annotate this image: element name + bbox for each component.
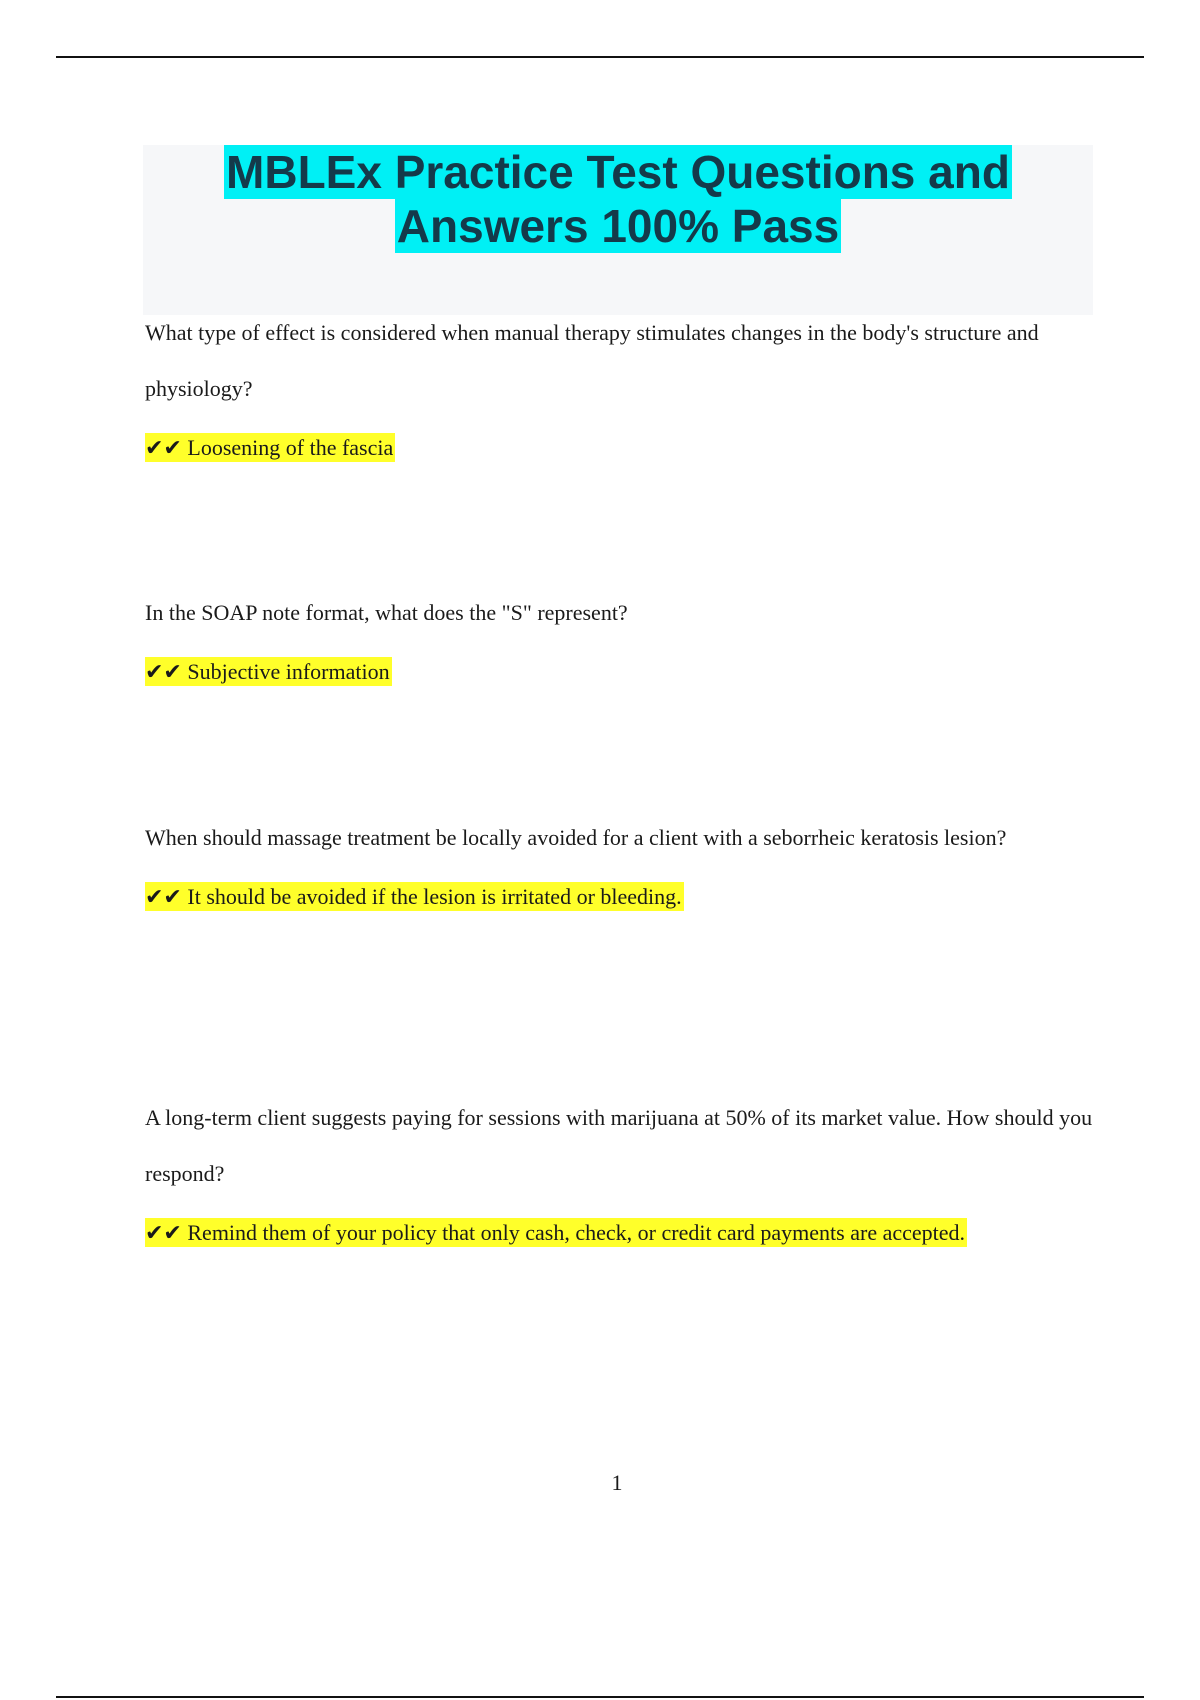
answer-text: It should be avoided if the lesion is irritated or bleeding. <box>187 884 682 909</box>
document-title-line-2: Answers 100% Pass <box>396 200 840 252</box>
answer-highlight <box>145 657 392 686</box>
double-check-icon: ✔✔ <box>145 1221 182 1246</box>
answer-text: Remind them of your policy that only cash, check, or credit card payments are accepted. <box>187 1220 966 1245</box>
double-check-icon: ✔✔ <box>145 436 182 461</box>
double-check-icon: ✔✔ <box>145 885 182 910</box>
question-text: When should massage treatment be locally avoided for a client with a seborrheic keratosis lesion? <box>145 825 1007 850</box>
answer-highlight <box>145 1218 967 1247</box>
answer-highlight <box>145 882 684 911</box>
answer <box>145 882 1095 913</box>
qa-item <box>145 810 1095 913</box>
bottom-rule <box>56 1696 1144 1698</box>
qa-item <box>145 585 1095 688</box>
answer-highlight <box>145 433 395 462</box>
qa-item <box>145 305 1095 464</box>
answer-text: Subjective information <box>187 659 390 684</box>
question-text: In the SOAP note format, what does the "S" represent? <box>145 600 628 625</box>
double-check-icon: ✔✔ <box>145 660 182 685</box>
page-number: 1 <box>611 1470 623 1495</box>
answer-text: Loosening of the fascia <box>187 435 394 460</box>
answer <box>145 433 1095 464</box>
answer <box>145 1218 1095 1249</box>
question-text: What type of effect is considered when manual therapy stimulates changes in the body's structure and physiology? <box>145 320 1039 401</box>
document-title-line-1: MBLEx Practice Test Questions and <box>226 146 1010 198</box>
top-rule <box>56 56 1144 58</box>
answer <box>145 657 1095 688</box>
title-block <box>143 145 1093 315</box>
question-text: A long-term client suggests paying for sessions with marijuana at 50% of its market value. How should you respond? <box>145 1105 1093 1186</box>
qa-item <box>145 1090 1095 1249</box>
